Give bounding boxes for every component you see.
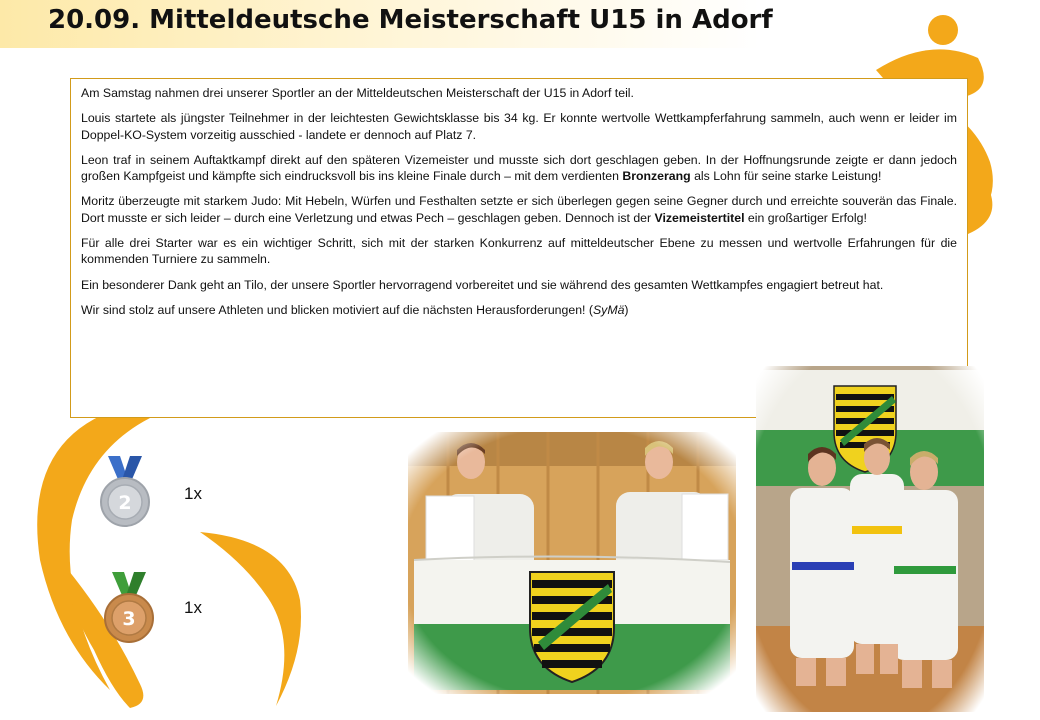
paragraph-1-text: Am Samstag nahmen drei unserer Sportler an der Mitteldeutschen Meisterschaft der U15 in Adorf teil. [81, 86, 634, 100]
article-paragraph-5 [81, 235, 957, 268]
silver-medal-count: 1x [184, 484, 202, 503]
article-paragraph-3 [81, 152, 957, 185]
paragraph-4-text: Moritz überzeugte mit starkem Judo: Mit Hebeln, Würfen und Festhalten setzte er sich überlegen gegen seine Gegner durch und erreichte souverän das Finale. Dort musste er sich leider – durch eine Verletzung und etwas Pech – geschlagen geben. Dennoch ist der [81, 194, 957, 225]
paragraph-5-text: Für alle drei Starter war es ein wichtiger Schritt, sich mit der starken Konkurrenz auf mitteldeutscher Ebene zu messen und wertvolle Erfahrungen für die kommenden Turniere zu sammeln. [81, 236, 957, 267]
article-paragraph-7 [81, 302, 957, 318]
paragraph-3-text: Leon traf in seinem Auftaktkampf direkt auf den späteren Vizemeister und musste sich dort geschlagen geben. In der Hoffnungsrunde zeigte er dann jedoch großen Kampfgeist und kämpfte sich eindrucksvoll bis ins kleine Finale durch – mit dem verdienten [81, 152, 957, 184]
bronze-highlight: Bronzerang [622, 169, 691, 184]
paragraph-2-text: Louis startete als jüngster Teilnehmer in der leichtesten Gewichtsklasse bis 34 kg. Er konnte wertvolle Wettkampferfahrung sammeln, auch wenn er leider im Doppel-KO-System vorzeitig ausschied - landete er dennoch auf Platz 7. [81, 111, 957, 142]
paragraph-6-text: Ein besonderer Dank geht an Tilo, der unsere Sportler hervorragend vorbereitet und sie während des gesamten Wettkampfes engagiert betreut hat. [81, 277, 884, 292]
author-signature: SyMä [592, 302, 625, 317]
silver-medal-number: 2 [118, 492, 132, 514]
article-paragraph-6 [81, 277, 957, 293]
athletes-flag-photo [408, 432, 736, 694]
bronze-medal-icon [100, 570, 158, 646]
bronze-medal-number: 3 [122, 608, 136, 630]
three-athletes-photo [756, 366, 984, 712]
paragraph-4-end: ein großartiger Erfolg! [744, 210, 867, 225]
paragraph-7-end: ) [624, 302, 629, 317]
logo-head-shape [928, 15, 958, 45]
silver-medal-icon [96, 454, 154, 530]
article-paragraph-2 [81, 110, 957, 143]
paragraph-3-end: als Lohn für seine starke Leistung! [690, 169, 882, 184]
article-paragraph-4 [81, 193, 957, 226]
vice-champion-highlight: Vizemeistertitel [654, 210, 745, 225]
article-paragraph-1 [81, 85, 957, 101]
bronze-medal-count: 1x [184, 598, 202, 617]
middle-swoosh-shape [200, 532, 301, 706]
page-title: 20.09. Mitteldeutsche Meisterschaft U15 in Adorf [48, 5, 773, 35]
paragraph-7-text: Wir sind stolz auf unsere Athleten und blicken motiviert auf die nächsten Herausforderungen! ( [81, 302, 593, 317]
